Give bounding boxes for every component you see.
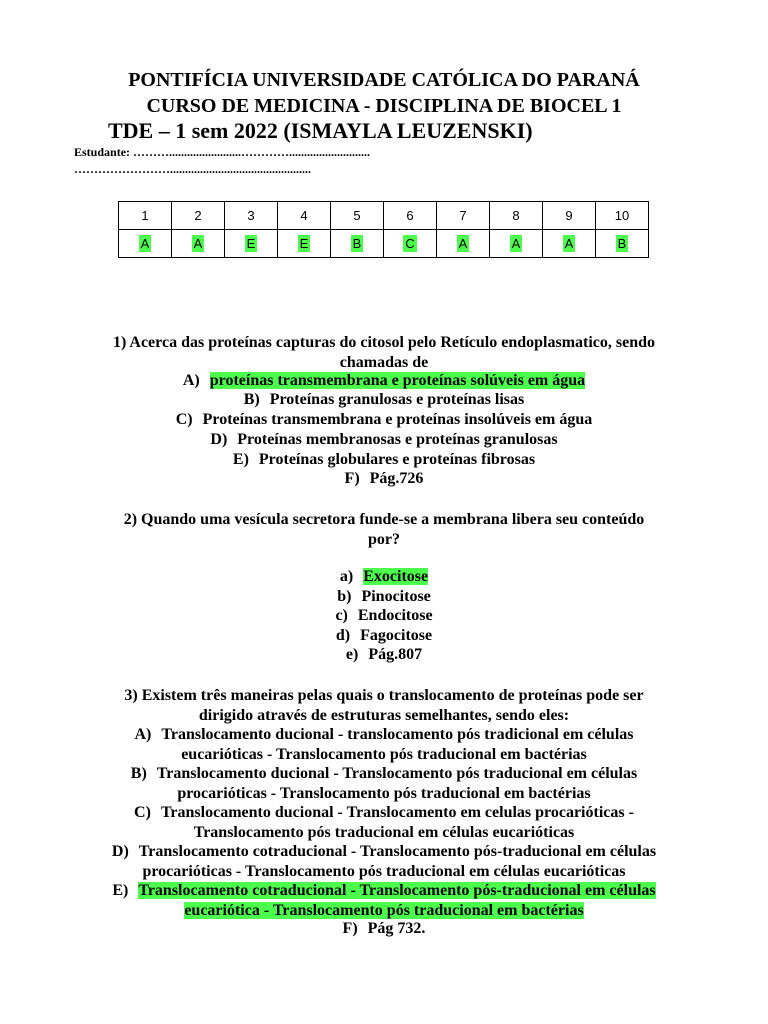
option-label: F) [342, 920, 358, 937]
option-text: Translocamento ducional - Translocamento pós traducional em células [156, 765, 638, 782]
answer-letter: A [564, 236, 574, 251]
answer-key-table [118, 201, 649, 258]
option-text: Translocamento ducional - translocamento pós tradicional em células [161, 726, 634, 743]
student-field-line1: Estudante: ………........................…………........................... [74, 145, 371, 159]
option-label: b) [337, 588, 352, 605]
answer-letter: E [299, 236, 309, 251]
option-text: Fagocitose [360, 627, 433, 644]
q3-option-e [60, 881, 708, 920]
option-text-cont: eucariótica - Translocamento pós traducional em bactérias [184, 901, 584, 919]
option-label: B) [130, 765, 147, 782]
option-text: Exocitose [363, 568, 429, 585]
q3-option-a [60, 725, 708, 764]
option-label: F) [344, 470, 360, 487]
question-number-cell: 5 [331, 202, 384, 230]
question-2-text [60, 510, 708, 549]
question-number-row [119, 202, 649, 230]
option-label: B) [243, 391, 260, 408]
q2-option-d [0, 627, 768, 645]
answer-letter: B [617, 236, 627, 251]
option-line1 [60, 842, 708, 862]
question-2-line1: 2) Quando uma vesícula secretora funde-se a membrana libera seu conteúdo [123, 511, 645, 528]
answer-cell [437, 230, 490, 258]
question-number-cell: 4 [278, 202, 331, 230]
answer-cell [596, 230, 649, 258]
option-label: e) [345, 646, 359, 663]
question-number-cell: 3 [225, 202, 278, 230]
option-text: Proteínas membranosas e proteínas granulosas [237, 431, 558, 448]
question-1-line2: chamadas de [339, 353, 429, 371]
answer-cell [119, 230, 172, 258]
option-text: Pág.807 [368, 646, 423, 663]
option-label: A) [182, 372, 200, 389]
q3-option-f [0, 920, 768, 938]
q2-option-b [0, 588, 768, 606]
answer-cell [543, 230, 596, 258]
answer-row [119, 230, 649, 258]
option-text: proteínas transmembrana e proteínas solúveis em água [209, 372, 586, 389]
option-text: Translocamento ducional - Translocamento em celulas procarióticas - [160, 804, 634, 821]
option-label: E) [232, 451, 249, 468]
option-line1 [60, 764, 708, 784]
option-text: Proteínas transmembrana e proteínas insolúveis em água [202, 411, 593, 428]
question-number-cell: 6 [384, 202, 437, 230]
option-label: C) [175, 411, 193, 428]
answer-letter: A [193, 236, 203, 251]
answer-letter: A [458, 236, 468, 251]
answer-cell [225, 230, 278, 258]
question-number-cell: 2 [172, 202, 225, 230]
option-line1 [60, 803, 708, 823]
option-label: C) [134, 804, 151, 821]
option-text: Pág 732. [367, 920, 426, 937]
option-label: A) [134, 726, 152, 743]
option-text: Proteínas granulosas e proteínas lisas [269, 391, 525, 408]
q3-option-d [60, 842, 708, 881]
q1-option-d [0, 431, 768, 449]
university-title: PONTIFÍCIA UNIVERSIDADE CATÓLICA DO PARANÁ [128, 69, 640, 91]
answer-letter: B [352, 236, 362, 251]
option-label: d) [335, 627, 351, 644]
option-text: Translocamento cotraducional - Translocamento pós-traducional em células [138, 882, 656, 899]
option-text: Proteínas globulares e proteínas fibrosas [258, 451, 536, 468]
question-3-line2: dirigido através de estruturas semelhantes, sendo eles: [198, 706, 570, 724]
option-label: D) [210, 431, 228, 448]
q1-option-e [0, 451, 768, 469]
question-number-cell: 10 [596, 202, 649, 230]
option-line2: Translocamento pós traducional em células eucarióticas [193, 823, 575, 841]
course-title: CURSO DE MEDICINA - DISCIPLINA DE BIOCEL 1 [146, 95, 622, 117]
option-text: Translocamento cotraducional - Translocamento pós-traducional em células [138, 843, 657, 860]
answer-letter: A [140, 236, 150, 251]
student-field-line2: ……………………............................................... [74, 162, 311, 176]
option-line1 [60, 725, 708, 745]
answer-cell [384, 230, 437, 258]
q2-option-c [0, 607, 768, 625]
option-text: Pág.726 [369, 470, 424, 487]
answer-cell [172, 230, 225, 258]
option-text: Pinocitose [361, 588, 431, 605]
question-number-cell: 9 [543, 202, 596, 230]
q3-option-b [60, 764, 708, 803]
question-number-cell: 7 [437, 202, 490, 230]
option-line2: eucarióticas - Translocamento pós traducional em bactérias [181, 745, 587, 763]
option-label: a) [339, 568, 354, 585]
option-line2: procarióticas - Translocamento pós traducional em bactérias [177, 784, 591, 802]
option-label: c) [335, 607, 348, 624]
answer-cell [331, 230, 384, 258]
q3-option-c [60, 803, 708, 842]
option-line2: procarióticas - Translocamento pós traducional em células eucarióticas [142, 862, 626, 880]
q2-option-e [0, 646, 768, 664]
q2-option-a [0, 568, 768, 586]
q1-option-f [0, 470, 768, 488]
question-number-cell: 1 [119, 202, 172, 230]
question-3-text [60, 686, 708, 725]
option-label: D) [111, 843, 129, 860]
option-text: Endocitose [357, 607, 433, 624]
q1-option-b [0, 391, 768, 409]
question-3-line1: 3) Existem três maneiras pelas quais o translocamento de proteínas pode ser [124, 687, 644, 704]
q1-option-c [0, 411, 768, 429]
question-number-cell: 8 [490, 202, 543, 230]
option-label: E) [112, 882, 129, 899]
exam-title: TDE – 1 sem 2022 (ISMAYLA LEUZENSKI) [108, 118, 533, 143]
question-1-text [60, 333, 708, 372]
answer-cell [490, 230, 543, 258]
answer-cell [278, 230, 331, 258]
q1-option-a [0, 372, 768, 390]
option-line2 [60, 901, 708, 921]
answer-letter: E [246, 236, 256, 251]
answer-letter: A [511, 236, 521, 251]
question-2-line2: por? [368, 530, 400, 548]
question-1-line1: 1) Acerca das proteínas capturas do citosol pelo Retículo endoplasmatico, sendo [112, 334, 656, 351]
answer-letter: C [405, 236, 415, 251]
option-line1 [60, 881, 708, 901]
